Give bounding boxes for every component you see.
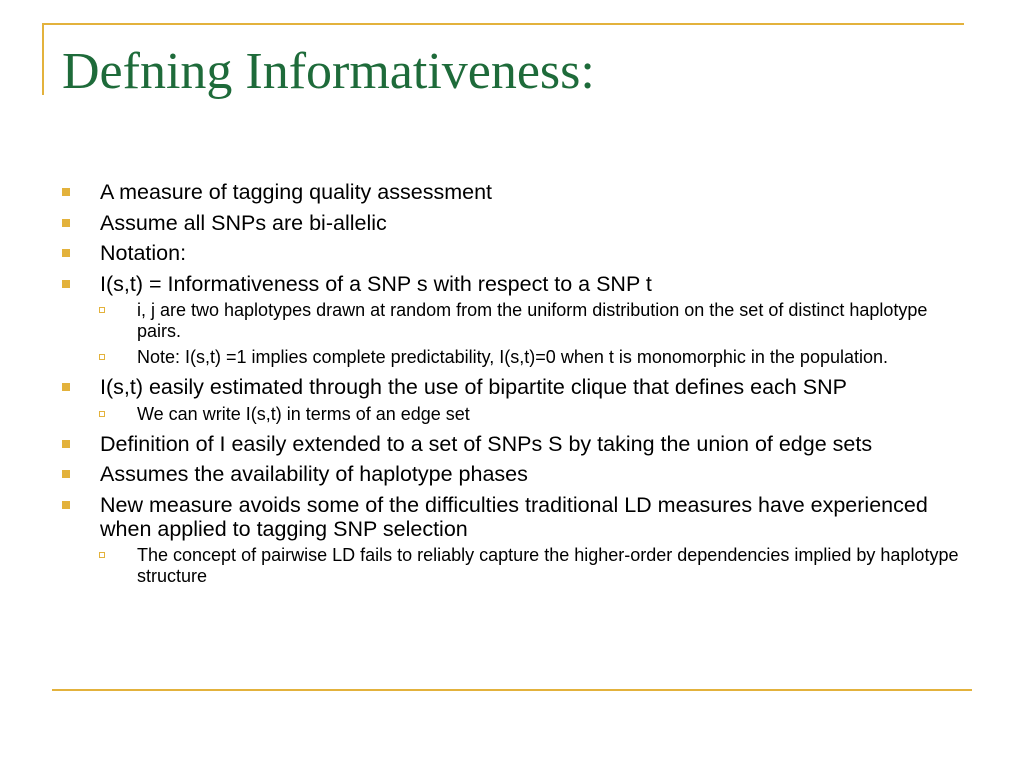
sub-bullet-item (62, 300, 967, 342)
frame-left-rule (42, 23, 44, 95)
bullet-item (62, 241, 967, 265)
sub-bullet-text: Note: I(s,t) =1 implies complete predictability, I(s,t)=0 when t is monomorphic in the population. (137, 347, 889, 367)
slide-title: Defning Informativeness: (62, 43, 595, 100)
bullet-text: Assumes the availability of haplotype phases (100, 462, 528, 486)
bullet-text: New measure avoids some of the difficulties traditional LD measures have experienced when applied to tagging SNP selection (100, 492, 928, 541)
frame-bottom-rule (52, 689, 972, 691)
square-bullet-icon (62, 440, 70, 448)
square-bullet-icon (62, 383, 70, 391)
square-bullet-icon (62, 501, 70, 509)
hollow-square-bullet-icon (99, 307, 105, 313)
square-bullet-icon (62, 188, 70, 196)
sub-bullet-text: i, j are two haplotypes drawn at random from the uniform distribution on the set of distinct haplotype pairs. (137, 300, 928, 341)
sub-bullet-item (62, 404, 967, 425)
sub-bullet-text: The concept of pairwise LD fails to reliably capture the higher-order dependencies implied by haplotype structure (137, 545, 959, 586)
sub-bullet-item (62, 347, 967, 368)
hollow-square-bullet-icon (99, 411, 105, 417)
frame-top-rule (42, 23, 964, 25)
hollow-square-bullet-icon (99, 354, 105, 360)
sub-bullet-item (62, 545, 967, 587)
hollow-square-bullet-icon (99, 552, 105, 558)
bullet-item (62, 272, 967, 296)
bullet-item (62, 462, 967, 486)
bullet-text: Notation: (100, 241, 187, 265)
bullet-text: I(s,t) = Informativeness of a SNP s with respect to a SNP t (100, 271, 652, 296)
bullet-text: Definition of I easily extended to a set of SNPs S by taking the union of edge sets (100, 431, 873, 456)
bullet-list (62, 180, 967, 594)
square-bullet-icon (62, 280, 70, 288)
square-bullet-icon (62, 219, 70, 227)
bullet-item (62, 375, 967, 399)
bullet-text: A measure of tagging quality assessment (100, 180, 492, 204)
bullet-text: Assume all SNPs are bi-allelic (100, 210, 387, 235)
square-bullet-icon (62, 249, 70, 257)
bullet-text: I(s,t) easily estimated through the use of bipartite clique that defines each SNP (100, 375, 847, 399)
sub-bullet-text: We can write I(s,t) in terms of an edge set (137, 403, 470, 424)
bullet-item (62, 211, 967, 235)
bullet-item (62, 493, 967, 541)
bullet-item (62, 180, 967, 204)
square-bullet-icon (62, 470, 70, 478)
bullet-item (62, 432, 967, 456)
